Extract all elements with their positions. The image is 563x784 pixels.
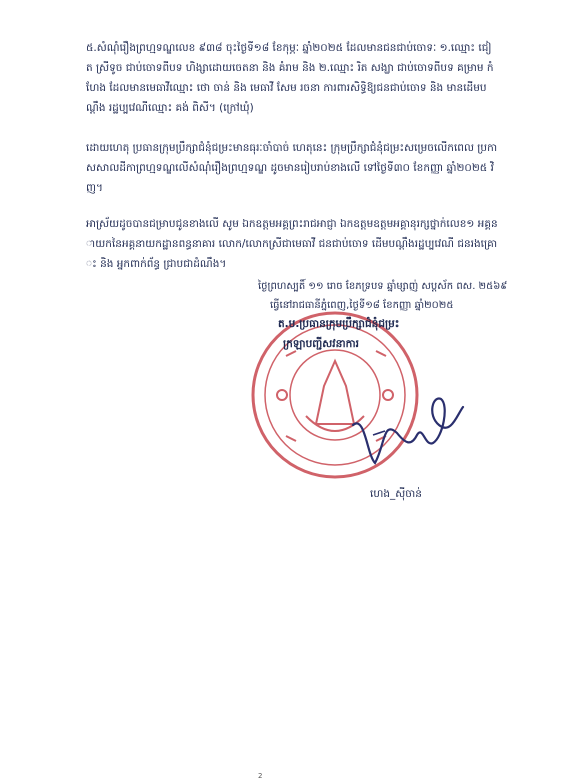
paragraph-postponement: ដោយហេតុ ប្រធានក្រុមប្រឹក្សាជំនុំជម្រះមានធុរៈចាំបាច់ ហេតុនេះ ក្រុមប្រឹក្សាជំនុំជម្រះសម្រេចលើកពេល ប្រកាសសាលដីកាព្រហ្មទណ្ឌលើសំណុំរឿងព្រហ្មទណ្ឌ ដូចមានរៀបរាប់ខាងលើ ទៅថ្ងៃទី៣០ ខែកញ្ញា ឆ្នាំ២០២៥ វិញ។ <box>86 142 498 194</box>
handwritten-signature-icon <box>345 385 465 475</box>
lunar-date: ថ្ងៃព្រហស្បតិ៍ ១១ រោច ខែភទ្របទ ឆ្នាំម្សាញ់ សប្តស័ក ពស. ២៥៦៩ <box>258 281 508 292</box>
department-line-2: ក្រឡាបញ្ជីសវនាការ <box>283 338 359 350</box>
issued-date: ធ្វើនៅរាជធានីភ្នំពេញ,ថ្ងៃទី១៨ ខែកញ្ញា ឆ្នាំ២០២៥ <box>270 300 454 311</box>
paragraph-case-5: ៥.សំណុំរឿងព្រហ្មទណ្ឌលេខ ៩៣៨ ចុះថ្ងៃទី១៨ ខែកុម្ភៈ ឆ្នាំ២០២៥ ដែលមានជនជាប់ចោទៈ ១.ឈ្មោះ ជៀត ស្រីទូច ជាប់ចោទពីបទ ហិង្សាដោយចេតនា និង គំរាម និង ២.ឈ្មោះ រិត សង្ឃា ជាប់ចោទពីបទ គម្រាម កំហែង ដែលមានមេធាវីឈ្មោះ ថោ ចាន់ និង មេធាវី សែម រចនា ការពារសិទ្ធិឱ្យជនជាប់ចោទ និង មានដើមបណ្តឹង រដ្ឋប្បវេណីឈ្មោះ គង់ ពិសី។ (ក្រៅឃុំ) <box>86 42 494 114</box>
signer-name: ហេង_ស៊ីចាន់ <box>370 488 422 500</box>
paragraph-notification: អាស្រ័យដូចបានជម្រាបជូនខាងលើ សូម ឯកឧត្តមអគ្គព្រះរាជអាជ្ញា ឯកឧត្តមឧត្តមអគ្គានុរក្សថ្នាក់លេខ១ អគ្គនាយកនៃអគ្គនាយកដ្ឋានពន្ធនាគារ លោក/លោកស្រីជាមេធាវី ជនជាប់ចោទ ដើមបណ្តឹងរដ្ឋប្បវេណី ជនរងគ្រោះ និង អ្នកពាក់ព័ន្ធ ជ្រាបជាដំណឹង។ <box>86 218 498 270</box>
page-number: 2 <box>258 772 263 780</box>
department-line-1: ត.ម.ប្រធានក្រុមប្រឹក្សាជំនុំជម្រះ <box>278 318 400 330</box>
